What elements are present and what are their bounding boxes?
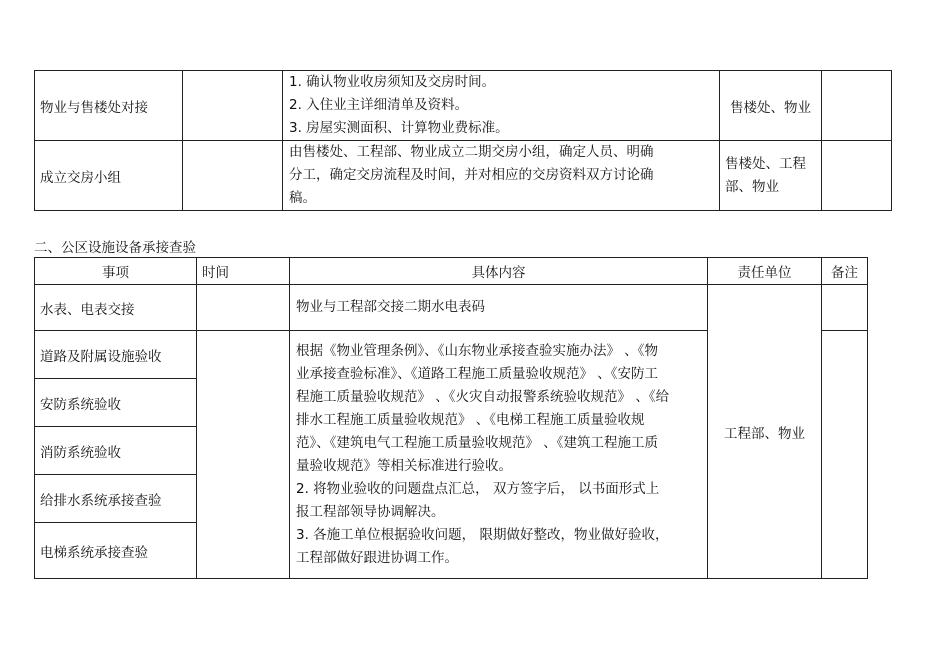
section-heading: 二、公区设施设备承接查验 [34,240,196,256]
content-line: 报工程部领导协调解决。 [296,503,445,520]
note-cell [822,71,892,141]
header-item: 事项 [35,258,197,285]
header-row [35,258,868,285]
content-line: 范》、《建筑电气工程施工质量验收规范》 、《建筑工程施工质 [296,434,659,451]
responsible-line: 售楼处、工程 [725,155,806,172]
content-line: 根据《物业管理条例》、《山东物业承接查验实施办法》 、《物 [296,342,659,359]
note-cell [822,285,868,331]
header-content: 具体内容 [290,258,708,285]
content-cell: 物业与工程部交接二期水电表码 [290,285,708,331]
note-cell [822,141,892,211]
handover-table [34,70,892,211]
content-line: 1. 确认物业收房须知及交房时间。 [289,74,496,90]
content-line: 工程部做好跟进协调工作。 [296,549,458,566]
table-row [35,141,892,211]
content-line: 由售楼处、工程部、物业成立二期交房小组，确定人员、明确 [289,144,654,160]
inspection-table [34,257,868,579]
responsible-line: 部、物业 [725,178,779,195]
header-note: 备注 [822,258,868,285]
time-cell [183,141,283,211]
item-cell: 安防系统验收 [35,379,197,427]
table-row [35,71,892,141]
header-time: 时间 [197,258,290,285]
content-line: 业承接查验标准》、《道路工程施工质量验收规范》 、《安防工 [296,365,659,382]
responsible-cell: 售楼处、物业 [720,71,822,141]
item-cell: 道路及附属设施验收 [35,331,197,379]
time-cell [197,331,290,579]
item-cell: 物业与售楼处对接 [35,71,183,141]
content-cell [283,71,720,141]
responsible-cell [720,141,822,211]
content-line: 2. 入住业主详细清单及资料。 [289,97,469,113]
header-responsible: 责任单位 [708,258,822,285]
item-cell: 消防系统验收 [35,427,197,475]
content-cell [290,331,708,579]
content-line: 3. 房屋实测面积、计算物业费标准。 [289,120,509,136]
content-line: 量验收规范》等相关标准进行验收。 [296,457,512,474]
item-cell: 成立交房小组 [35,141,183,211]
time-cell [183,71,283,141]
time-cell [197,285,290,331]
content-line: 稿。 [289,190,316,206]
item-cell: 水表、电表交接 [35,285,197,331]
content-line: 2. 将物业验收的问题盘点汇总， 双方签字后， 以书面形式上 [296,480,660,497]
content-cell [283,141,720,211]
content-line: 排水工程施工质量验收规范》 、《电梯工程施工质量验收规 [296,411,645,428]
content-line: 分工，确定交房流程及时间，并对相应的交房资料双方讨论确 [289,167,654,183]
responsible-cell: 工程部、物业 [708,285,822,579]
content-line: 程施工质量验收规范》 、《火灾自动报警系统验收规范》 、《给 [296,388,670,405]
note-cell [822,331,868,579]
content-line: 3. 各施工单位根据验收问题， 限期做好整改，物业做好验收， [296,526,669,543]
item-cell: 电梯系统承接查验 [35,523,197,579]
table-row [35,285,868,331]
item-cell: 给排水系统承接查验 [35,475,197,523]
